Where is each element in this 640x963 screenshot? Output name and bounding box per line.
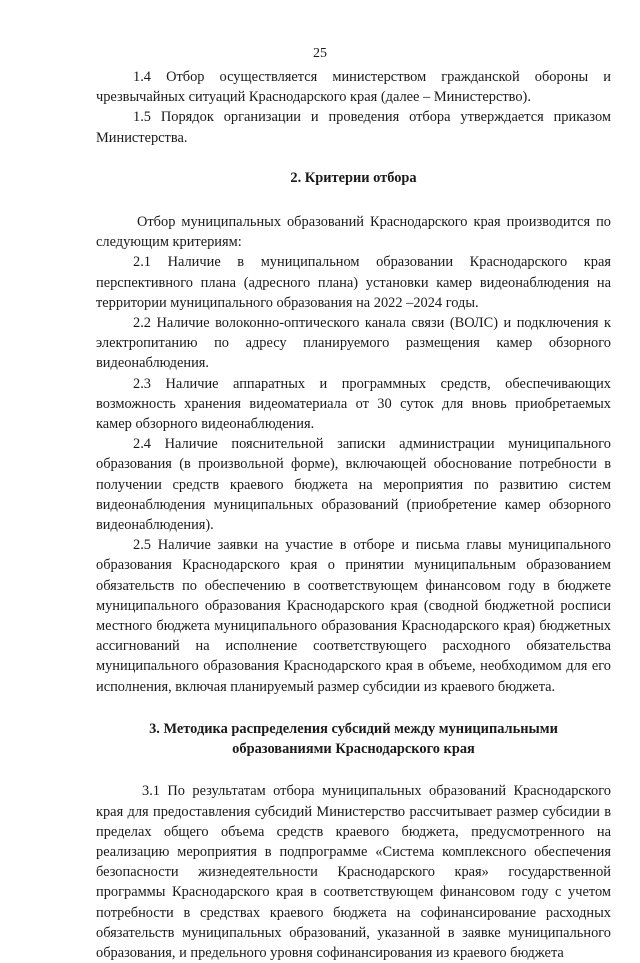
criterion-2-4: 2.4 Наличие пояснительной записки администрации муниципального образования (в произвольной форме), включающей обоснование потребности в получении средств краевого бюджета на мероприятия по развитию систем видеонаблюдения муниципальных образований (приобретение камер обзорного видеонаблюдения). [96, 436, 611, 534]
section-3-heading-line-1: 3. Методика распределения субсидий между муниципальными [149, 720, 558, 737]
paragraph-1-5: 1.5 Порядок организации и проведения отбора утверждается приказом Министерства. [96, 109, 611, 146]
criterion-2-5: 2.5 Наличие заявки на участие в отборе и письма главы муниципального образования Краснодарского края о принятии муниципальным образованием обязательств по обеспечению в соответствующем финансовом году в бюджете муниципального образования Краснодарского края (сводной бюджетной росписи местного бюджета муниципального образования Краснодарского края) бюджетных ассигнований на исполнение соответствующего расходного обязательства муниципального образования Краснодарского края в объеме, необходимом для его исполнения, включая планируемый размер субсидии из краевого бюджета. [96, 537, 611, 695]
criterion-2-1: 2.1 Наличие в муниципальном образовании Краснодарского края перспективного плана (адресного плана) установки камер видеонаблюдения на территории муниципального образования на 2022 –2024 годы. [96, 254, 611, 311]
paragraph-3-1: 3.1 По результатам отбора муниципальных образований Краснодарского края для предоставления субсидий Министерство рассчитывает размер субсидии в пределах общего объема средств краевого бюджета, предусмотренного на реализацию мероприятия в подпрограмме «Система комплексного обеспечения безопасности жизнедеятельности Краснодарского края» государственной программы Краснодарского края в соответствующем финансовом году с учетом потребности в средствах краевого бюджета на софинансирование расходных обязательств муниципальных образований, указанной в заявке муниципального образования, и предельного уровня софинансирования из краевого бюджета [96, 783, 611, 961]
spacer [96, 759, 611, 781]
section-3-heading-line-2: образованиями Краснодарского края [232, 741, 475, 758]
spacer [96, 697, 611, 719]
page-number: 25 [313, 46, 327, 61]
section-2-heading: 2. Критерии отбора [290, 169, 417, 186]
paragraph-1-4: 1.4 Отбор осуществляется министерством гражданской обороны и чрезвычайных ситуаций Краснодарского края (далее – Министерство). [96, 69, 611, 106]
criterion-2-2: 2.2 Наличие волоконно-оптического канала связи (ВОЛС) и подключения к электропитанию по адресу планируемого размещения камер обзорного видеонаблюдения. [96, 315, 611, 372]
spacer [96, 148, 611, 168]
section-2-lead: Отбор муниципальных образований Краснодарского края производится по следующим критериям: [96, 214, 611, 251]
spacer [96, 188, 611, 212]
document-body [96, 67, 611, 963]
criterion-2-3: 2.3 Наличие аппаратных и программных средств, обеспечивающих возможность хранения видеоматериала от 30 суток для вновь приобретаемых камер обзорного видеонаблюдения. [96, 375, 611, 433]
